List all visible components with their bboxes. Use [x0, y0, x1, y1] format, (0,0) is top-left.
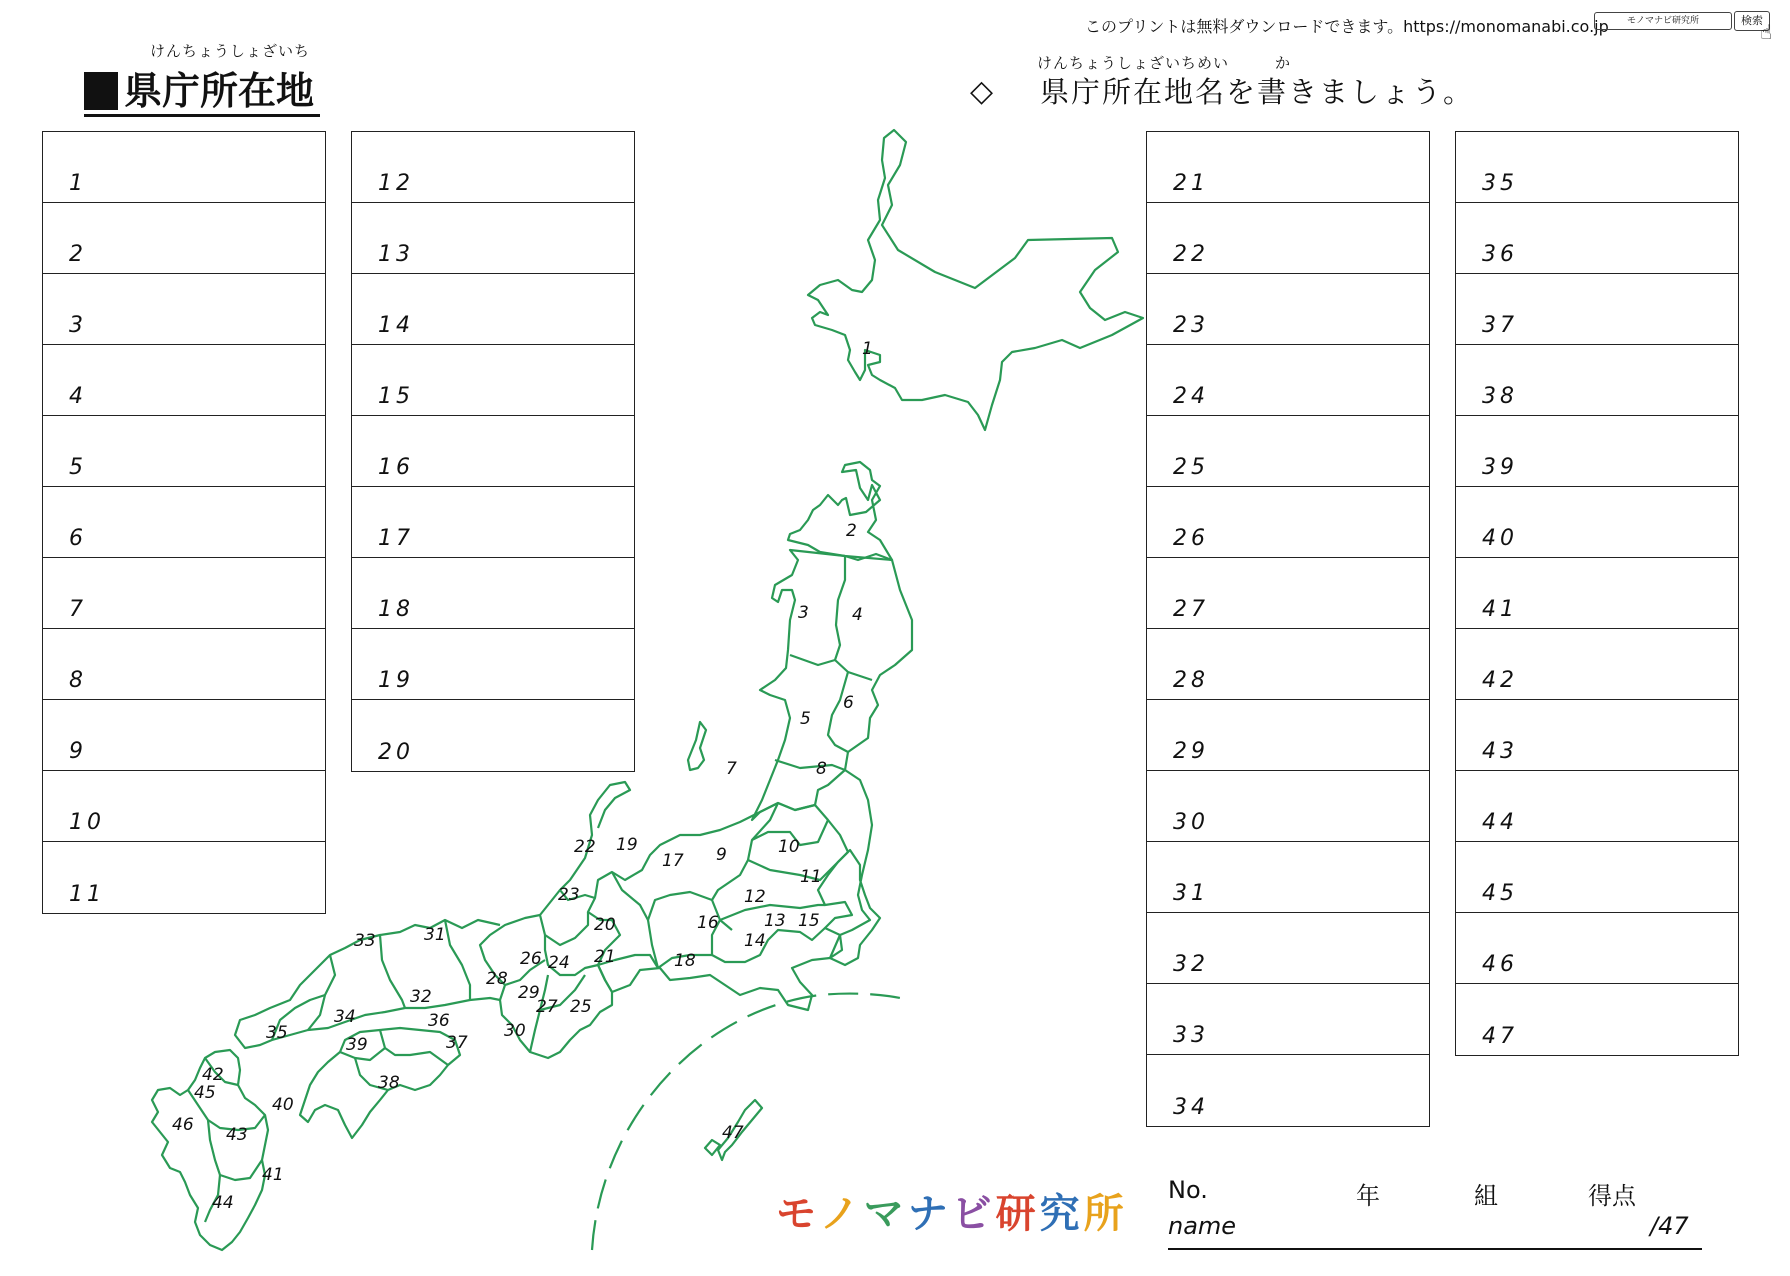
prefecture-label: 19	[616, 835, 638, 855]
number-label: No.	[1168, 1176, 1208, 1204]
prefecture-label: 38	[378, 1073, 400, 1093]
kanto-outline	[830, 770, 880, 965]
prefecture-label: 39	[346, 1035, 368, 1055]
answer-number: 12	[378, 171, 414, 196]
prefecture-label: 26	[520, 949, 542, 969]
answer-number: 8	[69, 668, 87, 693]
prefecture-label: 40	[272, 1095, 294, 1115]
logo-char: ノ	[819, 1191, 864, 1237]
answer-number: 39	[1482, 455, 1518, 480]
kanto-inner-border	[748, 860, 838, 880]
prefecture-label: 17	[662, 851, 684, 871]
prefecture-label: 21	[594, 947, 616, 967]
answer-number: 26	[1173, 526, 1209, 551]
prefecture-label: 41	[262, 1165, 284, 1185]
points-label: 得点	[1588, 1182, 1636, 1210]
map-outlines	[152, 130, 1143, 1250]
answer-number: 43	[1482, 739, 1518, 764]
sado-outline	[688, 722, 706, 770]
prefecture-label: 18	[674, 951, 696, 971]
shikoku-border-1	[380, 1030, 448, 1065]
answer-number: 17	[378, 526, 414, 551]
answer-number: 44	[1482, 810, 1518, 835]
instruction-ruby-sho: か	[1275, 54, 1292, 72]
okinawa-inset-outline	[705, 1140, 720, 1155]
prefecture-label: 47	[722, 1123, 744, 1143]
prefecture-label: 20	[594, 915, 616, 935]
answer-number: 42	[1482, 668, 1518, 693]
answer-number: 33	[1173, 1023, 1209, 1048]
prefecture-label: 14	[744, 931, 766, 951]
score-area	[1168, 1168, 1702, 1250]
prefecture-label: 33	[354, 931, 376, 951]
prefecture-label: 32	[410, 987, 432, 1007]
prefecture-label: 11	[800, 867, 822, 887]
prefecture-label: 8	[816, 759, 827, 779]
title-ruby: けんちょうしょざいち	[150, 42, 311, 60]
name-label: name	[1168, 1212, 1237, 1240]
prefecture-label: 6	[843, 693, 854, 713]
prefecture-label: 46	[172, 1115, 194, 1135]
answer-number: 19	[378, 668, 414, 693]
prefecture-label: 31	[424, 925, 446, 945]
score-underline	[1168, 1248, 1702, 1250]
logo-char: ビ	[951, 1191, 996, 1237]
download-note: このプリントは無料ダウンロードできます。https://monomanabi.co.jp	[1085, 17, 1609, 36]
instruction-ruby: けんちょうしょざいちめい	[1037, 54, 1230, 72]
prefecture-label: 10	[778, 837, 800, 857]
answer-number: 16	[378, 455, 414, 480]
prefecture-label: 37	[446, 1033, 468, 1053]
prefecture-label: 34	[334, 1007, 356, 1027]
prefecture-label: 28	[486, 969, 508, 989]
logo-char: ナ	[907, 1191, 952, 1237]
prefecture-label: 4	[852, 605, 863, 625]
prefecture-label: 45	[194, 1083, 216, 1103]
answer-number: 18	[378, 597, 414, 622]
prefecture-label: 29	[518, 983, 540, 1003]
answer-number: 41	[1482, 597, 1518, 622]
prefecture-label: 44	[212, 1193, 234, 1213]
prefecture-label: 5	[800, 709, 811, 729]
answer-number: 10	[69, 810, 105, 835]
gifu-border	[612, 872, 648, 920]
prefecture-label: 1	[862, 339, 873, 359]
hokkaido-outline	[808, 130, 1143, 430]
site-search-box[interactable]: モノマナビ研究所	[1594, 12, 1732, 30]
answer-number: 40	[1482, 526, 1518, 551]
year-label: 年	[1356, 1182, 1380, 1210]
answer-number: 2	[69, 242, 87, 267]
answer-number: 11	[69, 882, 105, 907]
prefecture-label: 22	[574, 837, 596, 857]
answer-number: 14	[378, 313, 414, 338]
answer-number: 24	[1173, 384, 1209, 409]
logo-char: モ	[776, 1191, 820, 1237]
answer-number: 1	[69, 171, 87, 196]
score-total: /47	[1650, 1212, 1689, 1240]
prefecture-label: 2	[846, 521, 857, 541]
prefecture-label: 12	[744, 887, 766, 907]
prefecture-label: 23	[558, 885, 580, 905]
prefecture-label: 3	[798, 603, 809, 623]
prefecture-label: 36	[428, 1011, 450, 1031]
prefecture-label: 7	[726, 759, 737, 779]
prefecture-label: 27	[536, 997, 558, 1017]
answer-number: 35	[1482, 171, 1518, 196]
answer-number: 7	[69, 597, 87, 622]
answer-number: 45	[1482, 881, 1518, 906]
answer-number: 32	[1173, 952, 1209, 977]
answer-number: 5	[69, 455, 87, 480]
fukushima-border	[775, 760, 845, 770]
diamond-icon: ◇	[970, 74, 994, 109]
yamagata-border	[790, 655, 835, 665]
class-label: 組	[1474, 1182, 1498, 1210]
answer-number: 13	[378, 242, 414, 267]
prefecture-label: 13	[764, 911, 786, 931]
answer-number: 21	[1173, 171, 1209, 196]
logo-char: 所	[1083, 1191, 1128, 1237]
answer-number: 38	[1482, 384, 1518, 409]
prefecture-label: 9	[716, 845, 727, 865]
logo-char: 研	[995, 1191, 1040, 1237]
answer-number: 15	[378, 384, 414, 409]
answer-number: 46	[1482, 952, 1518, 977]
prefecture-label: 35	[266, 1023, 288, 1043]
prefecture-label: 16	[697, 913, 719, 933]
search-button[interactable]: 検索	[1734, 11, 1770, 31]
answer-number: 28	[1173, 668, 1209, 693]
tohoku-outline	[752, 550, 912, 820]
answer-number: 34	[1173, 1095, 1209, 1120]
answer-number: 25	[1173, 455, 1209, 480]
answer-number: 29	[1173, 739, 1209, 764]
logo-char: マ	[863, 1191, 908, 1237]
prefecture-label: 43	[226, 1125, 248, 1145]
answer-number: 47	[1482, 1024, 1518, 1049]
pointer-cursor-icon: ☝	[1760, 20, 1773, 44]
prefecture-label: 25	[570, 997, 592, 1017]
answer-number: 22	[1173, 242, 1209, 267]
answer-number: 23	[1173, 313, 1209, 338]
monomanabi-logo	[776, 1182, 1128, 1239]
answer-number: 27	[1173, 597, 1209, 622]
answer-number: 9	[69, 739, 87, 764]
answer-number: 20	[378, 740, 414, 765]
prefecture-label: 30	[504, 1021, 526, 1041]
chugoku-border-1	[380, 935, 405, 1008]
logo-char: 究	[1039, 1191, 1084, 1237]
instruction-text: 県庁所在地名を書きましょう。	[1040, 75, 1475, 109]
answer-number: 36	[1482, 242, 1518, 267]
answer-number: 31	[1173, 881, 1209, 906]
prefecture-label: 42	[202, 1065, 224, 1085]
prefecture-label: 24	[548, 953, 570, 973]
chugoku-border-2	[445, 920, 470, 1000]
answer-number: 4	[69, 384, 87, 409]
prefecture-labels	[172, 339, 873, 1213]
aomori-outline	[788, 462, 892, 560]
answer-number: 30	[1173, 810, 1209, 835]
title-text: 県庁所在地	[124, 69, 315, 113]
answer-number: 37	[1482, 313, 1518, 338]
answer-number: 6	[69, 526, 87, 551]
answer-number: 3	[69, 313, 87, 338]
prefecture-label: 15	[798, 911, 820, 931]
chugoku-border-3	[308, 955, 335, 1030]
